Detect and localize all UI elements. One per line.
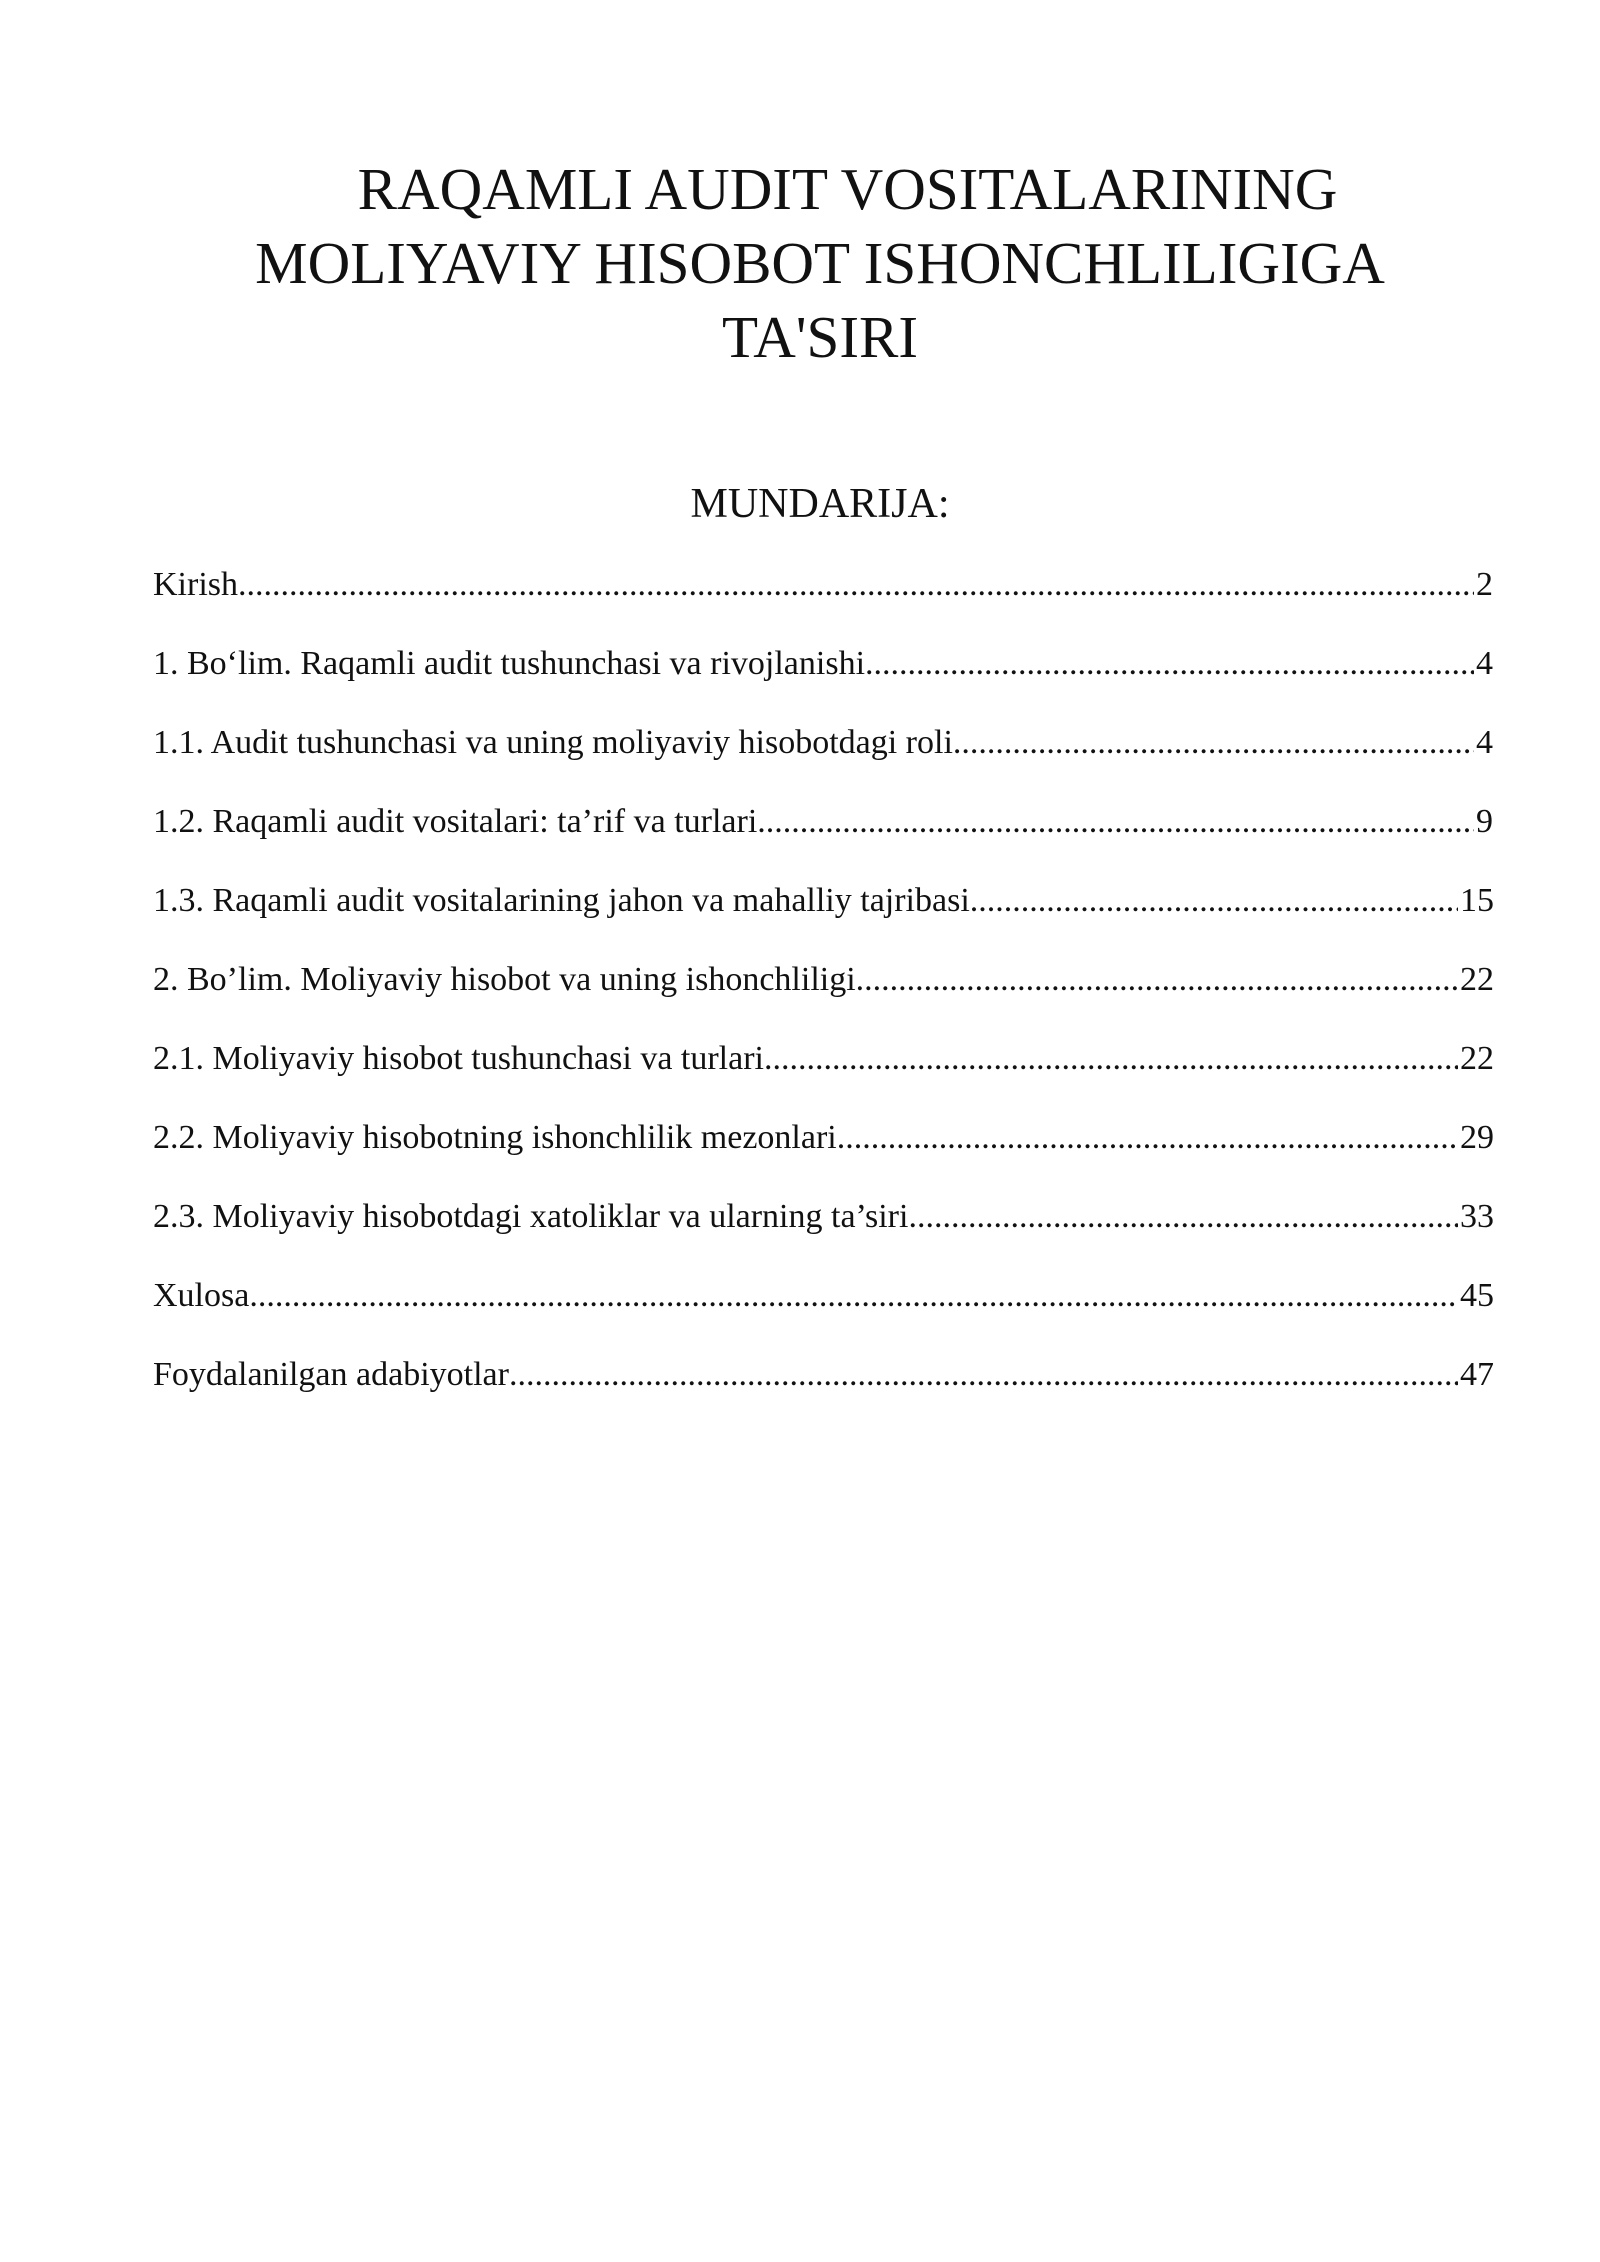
- document-title: [150, 152, 1490, 374]
- toc-entry-label: 1.1. Audit tushunchasi va uning moliyaviy hisobotdagi roli: [153, 724, 953, 761]
- toc-entry-page: 22: [1460, 961, 1494, 998]
- toc-entry-page: 29: [1460, 1119, 1494, 1156]
- toc-dot-leader: [908, 1192, 1458, 1242]
- toc-entry-page: 4: [1476, 645, 1493, 682]
- toc-dot-leader: [238, 560, 1474, 610]
- toc-dot-leader: [837, 1113, 1458, 1163]
- toc-entry: [153, 1271, 1493, 1350]
- toc-entry-page: 33: [1460, 1198, 1494, 1235]
- toc-entry: [153, 1034, 1493, 1113]
- toc-entry-page: 15: [1460, 882, 1494, 919]
- title-line: TA'SIRI: [721, 304, 918, 370]
- toc-entry: [153, 1113, 1493, 1192]
- toc-entry-label: 2.3. Moliyaviy hisobotdagi xatoliklar va ularning ta’siri: [153, 1198, 909, 1235]
- toc-entry-label: 1.3. Raqamli audit vositalarining jahon va mahalliy tajribasi: [153, 882, 970, 919]
- table-of-contents: [153, 560, 1493, 1429]
- toc-entry-label: 2.1. Moliyaviy hisobot tushunchasi va turlari: [153, 1040, 764, 1077]
- toc-dot-leader: [764, 1034, 1458, 1084]
- toc-entry: [153, 1350, 1493, 1429]
- title-line: MOLIYAVIY HISOBOT ISHONCHLILIGIGA: [255, 230, 1385, 296]
- toc-entry-label: Foydalanilgan adabiyotlar: [153, 1356, 509, 1393]
- toc-entry: [153, 560, 1493, 639]
- toc-entry: [153, 639, 1493, 718]
- toc-entry-page: 2: [1476, 566, 1493, 603]
- toc-heading: MUNDARIJA:: [690, 481, 950, 527]
- toc-entry-page: 4: [1476, 724, 1493, 761]
- toc-dot-leader: [970, 876, 1458, 926]
- toc-dot-leader: [249, 1271, 1458, 1321]
- toc-entry: [153, 876, 1493, 955]
- toc-dot-leader: [757, 797, 1474, 847]
- toc-dot-leader: [953, 718, 1474, 768]
- title-line: RAQAMLI AUDIT VOSITALARINING: [357, 156, 1338, 222]
- toc-entry: [153, 955, 1493, 1034]
- toc-entry-label: 1. Bo‘lim. Raqamli audit tushunchasi va rivojlanishi: [153, 645, 866, 682]
- toc-dot-leader: [509, 1350, 1458, 1400]
- toc-entry-label: 2.2. Moliyaviy hisobotning ishonchlilik mezonlari: [153, 1119, 837, 1156]
- toc-entry-page: 9: [1476, 803, 1493, 840]
- toc-entry-page: 45: [1460, 1277, 1494, 1314]
- toc-entry-page: 47: [1460, 1356, 1494, 1393]
- toc-entry: [153, 718, 1493, 797]
- toc-entry-label: 1.2. Raqamli audit vositalari: ta’rif va turlari: [153, 803, 758, 840]
- toc-entry: [153, 1192, 1493, 1271]
- toc-entry-label: Kirish: [153, 566, 238, 603]
- toc-entry-label: Xulosa: [153, 1277, 250, 1314]
- toc-entry: [153, 797, 1493, 876]
- toc-dot-leader: [865, 639, 1474, 689]
- toc-entry-page: 22: [1460, 1040, 1494, 1077]
- toc-entry-label: 2. Bo’lim. Moliyaviy hisobot va uning ishonchliligi: [153, 961, 856, 998]
- toc-dot-leader: [856, 955, 1458, 1005]
